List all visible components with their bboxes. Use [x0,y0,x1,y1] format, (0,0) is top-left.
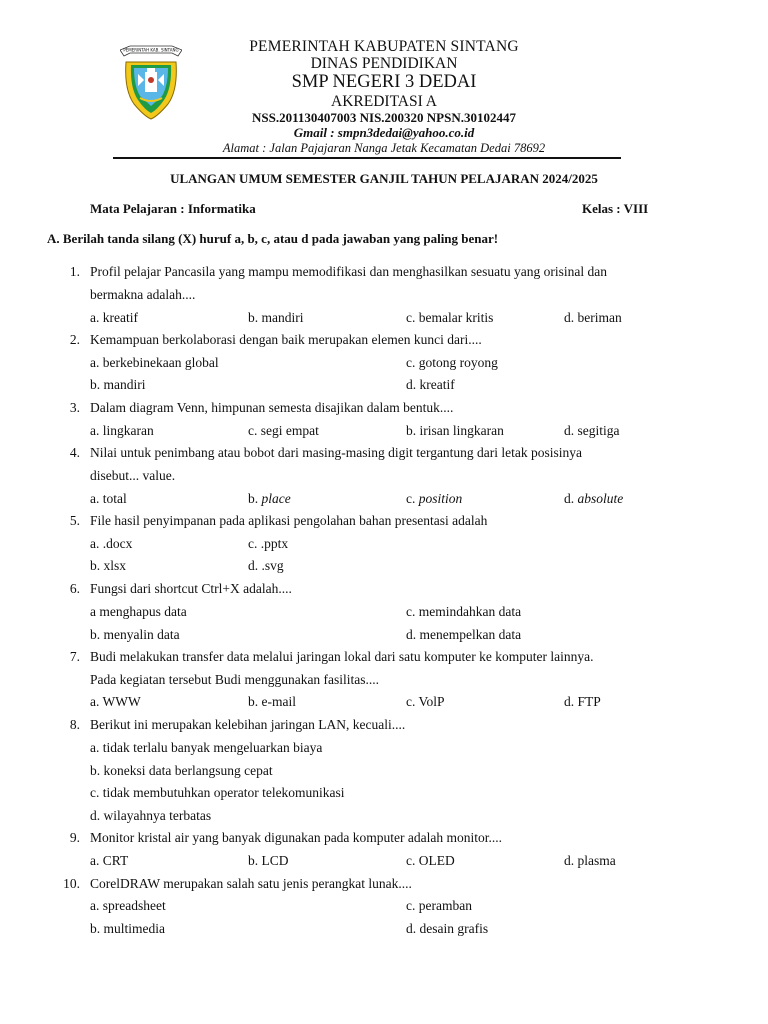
answer-option: d. wilayahnya terbatas [90,808,212,823]
question-number: 6. [69,581,80,596]
answer-option: d. beriman [564,310,622,325]
district-emblem-logo [120,40,182,120]
question-text: CorelDRAW merupakan salah satu jenis perangkat lunak.... [90,876,412,891]
answer-option: d. desain grafis [406,921,489,936]
answer-option: b. koneksi data berlangsung cepat [90,763,273,778]
section-instruction: A. Berilah tanda silang (X) huruf a, b, c, atau d pada jawaban yang paling benar! [47,231,499,246]
answer-option: c. position [406,491,463,506]
answer-option: a. tidak terlalu banyak mengeluarkan biaya [90,740,323,755]
answer-option: b. place [248,491,291,506]
question-number: 10. [63,876,80,891]
question-number: 5. [69,513,80,528]
answer-option: c. gotong royong [406,355,498,370]
question-number: 3. [69,400,80,415]
letterhead-school: SMP NEGERI 3 DEDAI [291,72,477,92]
answer-option: d. segitiga [564,423,620,438]
question-text: Fungsi dari shortcut Ctrl+X adalah.... [90,581,292,596]
question-number: 7. [69,649,80,664]
letterhead-government: PEMERINTAH KABUPATEN SINTANG [249,38,519,55]
exam-subject: Mata Pelajaran : Informatika [90,201,256,216]
question-text: disebut... value. [90,468,176,483]
question-text: Monitor kristal air yang banyak digunakan pada komputer adalah monitor.... [90,830,503,845]
question-text: Berikut ini merupakan kelebihan jaringan LAN, kecuali.... [90,717,406,732]
answer-option: c. .pptx [248,536,289,551]
question-number: 2. [69,332,80,347]
answer-option: c. tidak membutuhkan operator telekomunikasi [90,785,345,800]
answer-option: a menghapus data [90,604,187,619]
answer-option: d. kreatif [406,377,455,392]
letterhead-accreditation: AKREDITASI A [331,93,437,110]
answer-option: b. e-mail [248,694,296,709]
answer-option: a. spreadsheet [90,898,166,913]
question-number: 9. [69,830,80,845]
answer-option: c. bemalar kritis [406,310,494,325]
exam-title: ULANGAN UMUM SEMESTER GANJIL TAHUN PELAJARAN 2024/2025 [170,171,598,186]
question-text: Profil pelajar Pancasila yang mampu memodifikasi dan menghasilkan sesuatu yang orisinal dan [90,264,607,279]
answer-option: b. menyalin data [90,627,180,642]
answer-option: b. xlsx [90,558,127,573]
question-number: 4. [69,445,80,460]
exam-class: Kelas : VIII [582,201,649,216]
question-text: Pada kegiatan tersebut Budi menggunakan fasilitas.... [90,672,380,687]
question-number: 8. [69,717,80,732]
answer-option: d. absolute [564,491,624,506]
letterhead-ids: NSS.201130407003 NIS.200320 NPSN.30102447 [251,110,516,125]
answer-option: d. FTP [564,694,601,709]
answer-option: c. OLED [406,853,455,868]
logo-banner-text: PEMERINTAH KAB. SINTANG [123,47,179,53]
answer-option: b. mandiri [90,377,146,392]
answer-option: b. mandiri [248,310,304,325]
answer-option: a. kreatif [90,310,138,325]
question-text: Budi melakukan transfer data melalui jaringan lokal dari satu komputer ke komputer lainnya. [90,649,594,664]
answer-option: a. total [90,491,127,506]
answer-option: d. .svg [248,558,284,573]
answer-option: a. berkebinekaan global [90,355,219,370]
letterhead-divider [113,157,621,159]
question-text: File hasil penyimpanan pada aplikasi pengolahan bahan presentasi adalah [90,513,488,528]
question-text: Kemampuan berkolaborasi dengan baik merupakan elemen kunci dari.... [90,332,482,347]
answer-option: c. VolP [406,694,445,709]
letterhead-address: Alamat : Jalan Pajajaran Nanga Jetak Kecamatan Dedai 78692 [222,141,546,155]
answer-option: a. CRT [90,853,129,868]
answer-option: c. memindahkan data [406,604,522,619]
question-text: Dalam diagram Venn, himpunan semesta disajikan dalam bentuk.... [90,400,454,415]
answer-option: c. peramban [406,898,472,913]
answer-option: d. menempelkan data [406,627,522,642]
letterhead-department: DINAS PENDIDIKAN [310,55,458,72]
answer-option: b. LCD [248,853,289,868]
answer-option: b. multimedia [90,921,165,936]
question-text: Nilai untuk penimbang atau bobot dari masing-masing digit tergantung dari letak posisinya [90,445,583,460]
answer-option: a. WWW [90,694,141,709]
letterhead-email: Gmail : smpn3dedai@yahoo.co.id [293,125,475,140]
answer-option: d. plasma [564,853,616,868]
question-number: 1. [69,264,80,279]
answer-option: a. .docx [90,536,133,551]
answer-option: c. segi empat [248,423,319,438]
answer-option: a. lingkaran [90,423,154,438]
answer-option: b. irisan lingkaran [406,423,504,438]
question-text: bermakna adalah.... [90,287,196,302]
